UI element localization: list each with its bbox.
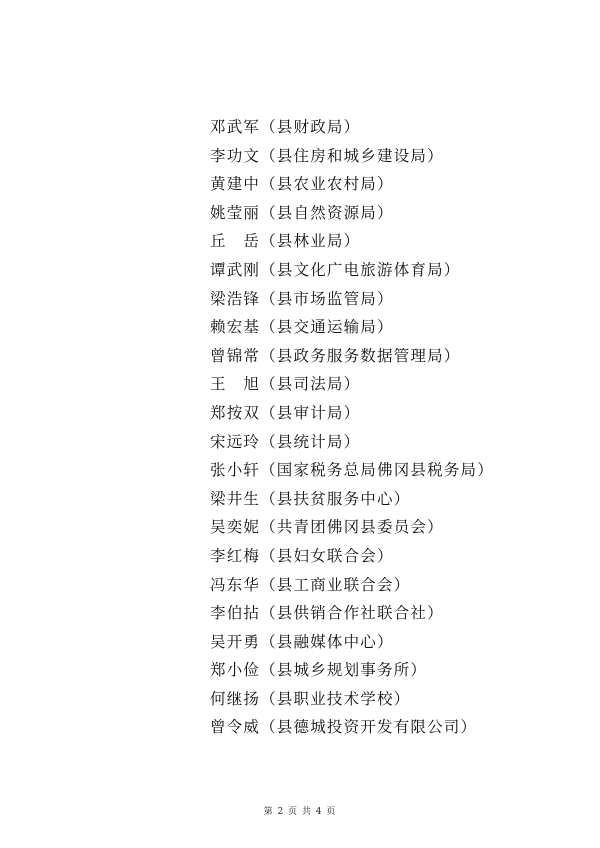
page-number-footer: 第 2 页 共 4 页 xyxy=(263,807,337,817)
member-list xyxy=(210,113,494,742)
member-item: 宋远玲（县统计局） xyxy=(210,432,361,451)
member-item: 冯东华（县工商业联合会） xyxy=(210,575,411,594)
member-item: 李功文（县住房和城乡建设局） xyxy=(210,146,444,165)
member-item: 黄建中（县农业农村局） xyxy=(210,175,394,194)
member-item: 曾令威（县德城投资开发有限公司） xyxy=(210,718,478,737)
member-item: 丘 岳（县林业局） xyxy=(210,232,361,251)
member-item: 郑按双（县审计局） xyxy=(210,403,361,422)
member-item: 谭武刚（县文化广电旅游体育局） xyxy=(210,260,461,279)
member-item: 吴开勇（县融媒体中心） xyxy=(210,632,394,651)
member-item: 何继扬（县职业技术学校） xyxy=(210,689,411,708)
member-item: 梁浩锋（县市场监管局） xyxy=(210,289,394,308)
member-item: 李红梅（县妇女联合会） xyxy=(210,546,394,565)
member-item: 梁井生（县扶贫服务中心） xyxy=(210,489,411,508)
member-item: 赖宏基（县交通运输局） xyxy=(210,318,394,337)
member-item: 邓武军（县财政局） xyxy=(210,118,361,136)
member-item: 吴奕妮（共青团佛冈县委员会） xyxy=(210,518,444,537)
member-item: 张小轩（国家税务总局佛冈县税务局） xyxy=(210,461,494,480)
member-item: 曾锦常（县政务服务数据管理局） xyxy=(210,346,461,365)
member-item: 姚莹丽（县自然资源局） xyxy=(210,203,394,222)
member-item: 李伯拈（县供销合作社联合社） xyxy=(210,604,444,623)
member-item: 郑小俭（县城乡规划事务所） xyxy=(210,661,428,680)
member-item: 王 旭（县司法局） xyxy=(210,375,361,394)
